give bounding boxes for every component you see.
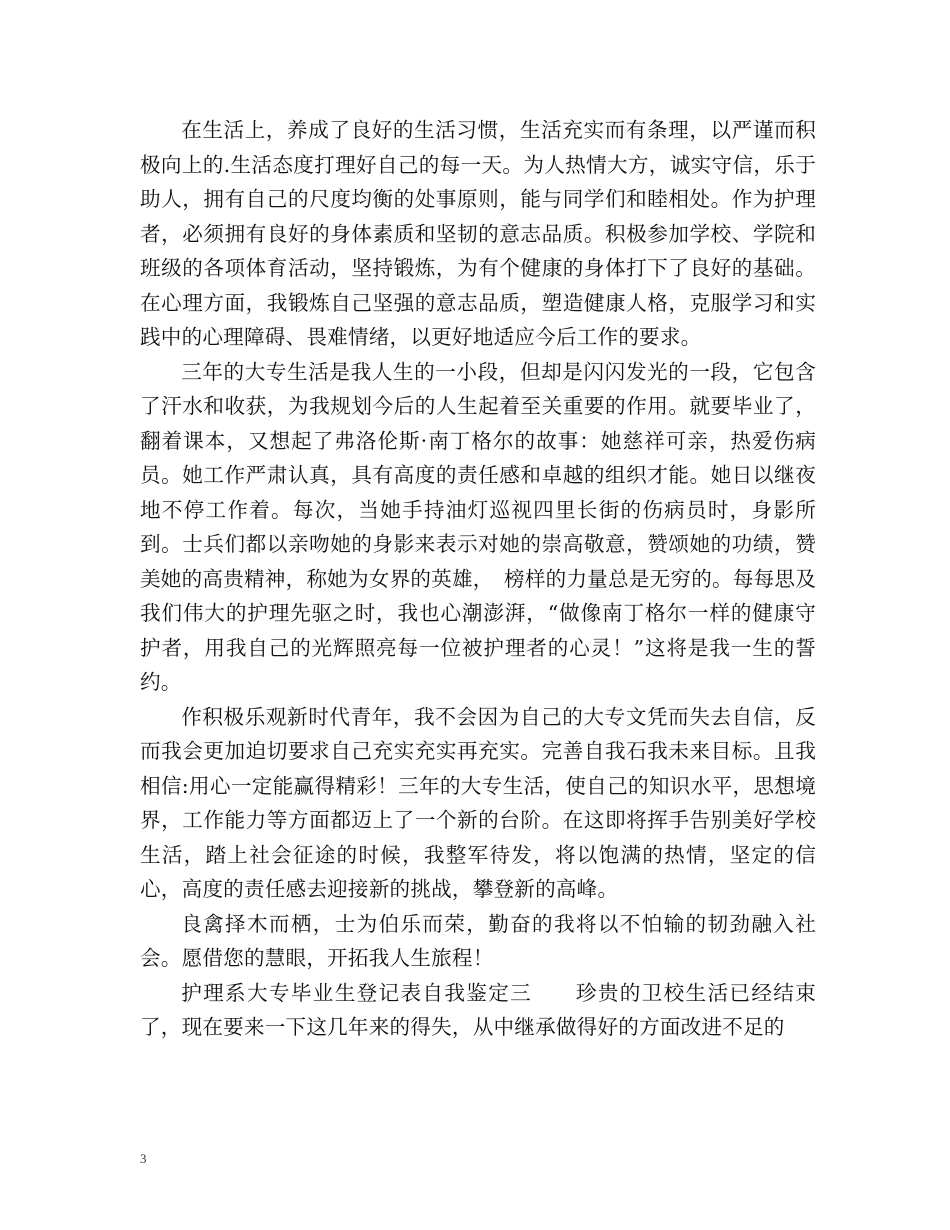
page-number: 3 [140,1151,147,1166]
body-text [140,113,816,1045]
paragraph-closing: 良禽择木而栖，士为伯乐而荣，勤奋的我将以不怕输的韧劲融入社会。愿借您的慧眼，开拓我人生旅程！ [140,911,816,970]
paragraph-optimistic-youth: 作积极乐观新时代青年，我不会因为自己的大专文凭而失去自信，反而我会更加迫切要求自己充实充实再充实。完善自我石我未来目标。且我相信:用心一定能赢得精彩！三年的大专生活，使自己的知识水平，思想境界，工作能力等方面都迈上了一个新的台阶。在这即将挥手告别美好学校生活，踏上社会征途的时候，我整军待发，将以饱满的热情，坚定的信心，高度的责任感去迎接新的挑战，攀登新的高峰。 [140,704,816,901]
paragraph-college-life: 三年的大专生活是我人生的一小段，但却是闪闪发光的一段，它包含了汗水和收获，为我规划今后的人生起着至关重要的作用。就要毕业了，翻着课本，又想起了弗洛伦斯·南丁格尔的故事：她慈祥可亲，热爱伤病员。她工作严肃认真，具有高度的责任感和卓越的组织才能。她日以继夜地不停工作着。每次，当她手持油灯巡视四里长街的伤病员时，身影所到。士兵们都以亲吻她的身影来表示对她的崇高敬意，赞颂她的功绩，赞美她的高贵精神，称她为女界的英雄， 榜样的力量总是无穷的。每每思及我们伟大的护理先驱之时，我也心潮澎湃，“做像南丁格尔一样的健康守护者，用我自己的光辉照亮每一位被护理者的心灵！”这将是我一生的誓约。 [140,359,816,694]
paragraph-life-habits: 在生活上，养成了良好的生活习惯，生活充实而有条理，以严谨而积极向上的.生活态度打理好自己的每一天。为人热情大方，诚实守信，乐于助人，拥有自己的尺度均衡的处事原则，能与同学们和睦相处。作为护理者，必须拥有良好的身体素质和坚韧的意志品质。积极参加学校、学院和班级的各项体育活动，坚持锻炼，为有个健康的身体打下了良好的基础。在心理方面，我锻炼自己坚强的意志品质，塑造健康人格，克服学习和实践中的心理障碍、畏难情绪，以更好地适应今后工作的要求。 [140,118,816,349]
paragraph-section-three: 护理系大专毕业生登记表自我鉴定三 珍贵的卫校生活已经结束了，现在要来一下这几年来的得失，从中继承做得好的方面改进不足的 [140,980,816,1039]
